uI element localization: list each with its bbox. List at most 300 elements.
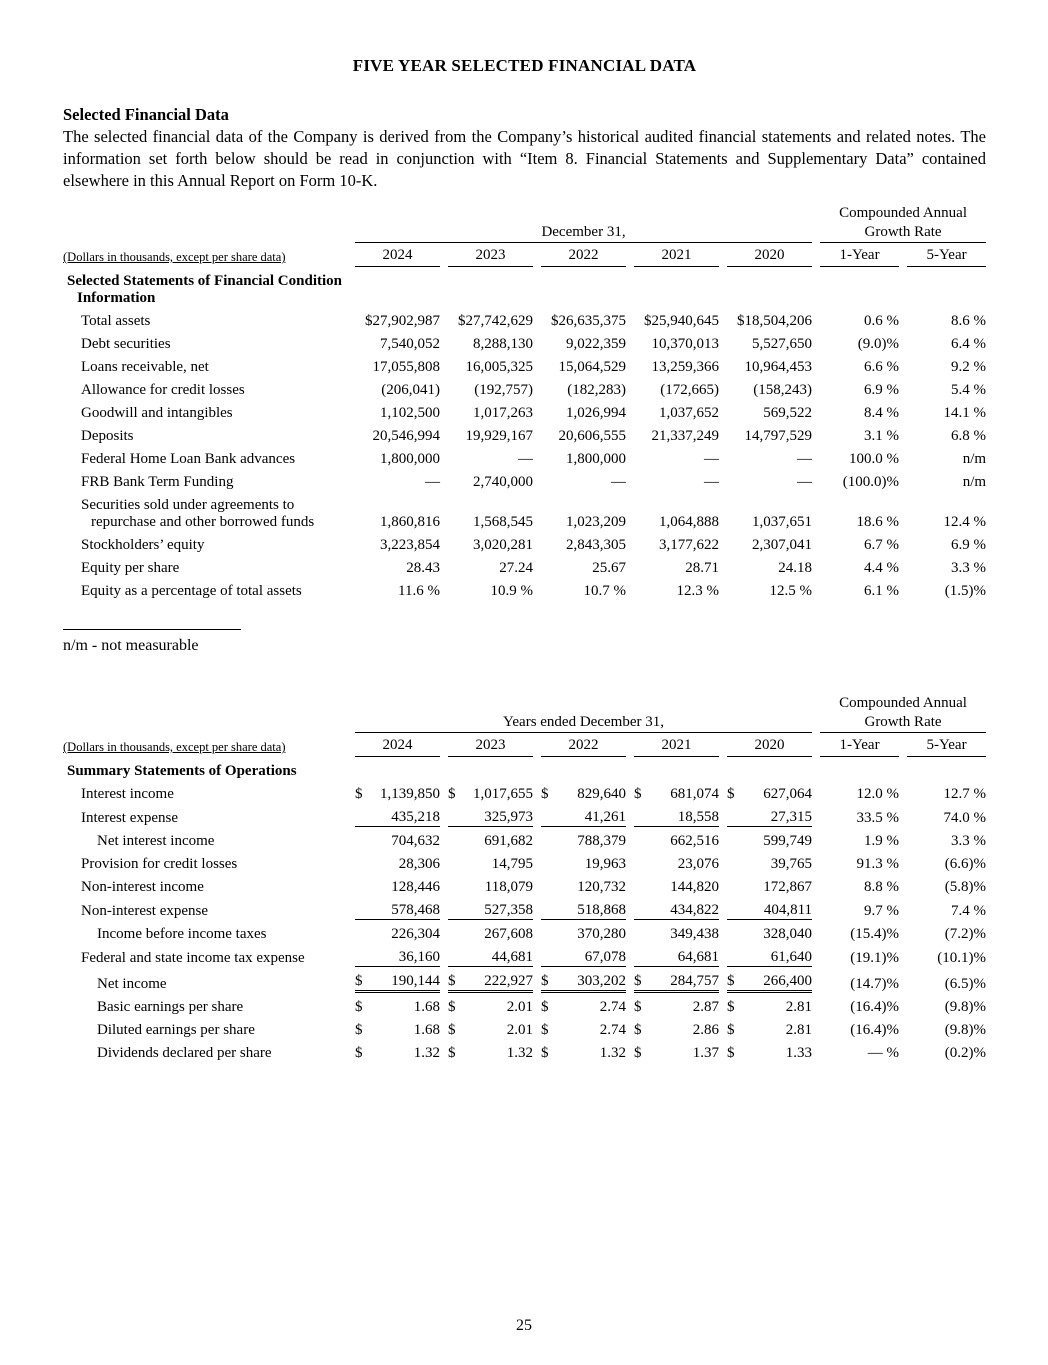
- growth-column-header-cell: [812, 733, 899, 757]
- amount: 1.32: [506, 1045, 533, 1061]
- value-cell: [347, 970, 440, 996]
- value-cell: [533, 996, 626, 1019]
- value-cell: [626, 1019, 719, 1042]
- row-label: Interest expense: [81, 810, 179, 826]
- dollar-sign: $: [634, 973, 642, 989]
- value-cell: 17,055,808: [372, 359, 440, 375]
- growth-cell: 9.7 %: [864, 903, 900, 919]
- row-label: Diluted earnings per share: [97, 1022, 255, 1038]
- row-label: Securities sold under agreements to repurchase and other borrowed funds: [81, 497, 315, 530]
- value-cell: 25.67: [592, 560, 626, 576]
- value-cell: [440, 970, 533, 996]
- cagr-header-line1: Compounded Annual: [839, 205, 967, 221]
- value-cell: 3,223,854: [380, 537, 440, 553]
- year-column-header-cell: [347, 243, 440, 267]
- value-cell: 1,037,651: [752, 514, 813, 530]
- row-label: Debt securities: [81, 336, 171, 352]
- growth-cell: (19.1)%: [850, 950, 900, 966]
- value-cell: 21,337,249: [651, 428, 719, 444]
- row-label: Stockholders’ equity: [81, 537, 205, 553]
- table-row: [63, 471, 986, 494]
- amount: 2.01: [506, 1022, 533, 1038]
- table-row: [63, 448, 986, 471]
- amount: 1.32: [599, 1045, 626, 1061]
- value-cell: [719, 996, 812, 1019]
- table-row: [63, 923, 986, 946]
- section-title: Selected Statements of Financial Condition Information: [67, 273, 342, 306]
- amount: 303,202: [577, 973, 626, 989]
- value-cell: 3,020,281: [473, 537, 533, 553]
- year-column-header-cell: [626, 243, 719, 267]
- amount: 1.32: [413, 1045, 440, 1061]
- cagr-header-cell: [812, 204, 986, 243]
- amount: 2.87: [692, 999, 719, 1015]
- row-label: Non-interest expense: [81, 903, 209, 919]
- growth-cell: 12.4 %: [943, 514, 987, 530]
- dollar-sign: $: [355, 973, 363, 989]
- table-row: [63, 534, 986, 557]
- growth-cell: 6.4 %: [951, 336, 987, 352]
- section-heading: Selected Financial Data: [63, 105, 229, 124]
- value-cell: —: [704, 474, 719, 490]
- value-cell: 23,076: [677, 856, 719, 872]
- value-cell: 128,446: [391, 879, 440, 895]
- table-row: [63, 783, 986, 806]
- row-label: Goodwill and intangibles: [81, 405, 233, 421]
- value-cell: 1,023,209: [566, 514, 626, 530]
- value-cell: 67,078: [533, 946, 626, 970]
- value-cell: 19,963: [584, 856, 626, 872]
- year-column-header: 2021: [634, 246, 719, 267]
- dollar-sign: $: [727, 786, 735, 802]
- dollar-sign: $: [355, 1022, 363, 1038]
- growth-column-header: 1-Year: [820, 736, 899, 757]
- value-cell: —: [425, 474, 440, 490]
- growth-cell: 6.9 %: [864, 382, 900, 398]
- value-cell: $27,742,629: [458, 313, 533, 329]
- value-cell: [533, 783, 626, 806]
- value-cell: 370,280: [577, 926, 626, 942]
- row-label: Dividends declared per share: [97, 1045, 272, 1061]
- dollar-sign: $: [355, 999, 363, 1015]
- value-cell: [719, 970, 812, 996]
- year-column-header: 2023: [448, 736, 533, 757]
- table-row: [63, 899, 986, 923]
- value-cell: 435,218: [347, 806, 440, 830]
- amount: 2.86: [692, 1022, 719, 1038]
- growth-cell: 4.4 %: [864, 560, 900, 576]
- value-cell: 2,307,041: [752, 537, 813, 553]
- year-column-header: 2021: [634, 736, 719, 757]
- value-cell: 328,040: [763, 926, 813, 942]
- value-cell: 1,064,888: [659, 514, 719, 530]
- growth-column-header: 1-Year: [820, 246, 899, 267]
- value-cell: 1,037,652: [659, 405, 719, 421]
- value-cell: 2,843,305: [566, 537, 626, 553]
- growth-column-header-cell: [899, 243, 986, 267]
- table-row: [63, 580, 986, 603]
- year-column-header-cell: [719, 243, 812, 267]
- table-body: [63, 757, 986, 1065]
- value-cell: 41,261: [533, 806, 626, 830]
- amount: 1.68: [413, 1022, 440, 1038]
- period-header-cell: [347, 204, 812, 243]
- value-cell: 599,749: [763, 833, 813, 849]
- value-cell: $26,635,375: [551, 313, 626, 329]
- value-cell: 569,522: [763, 405, 813, 421]
- amount: 190,144: [391, 973, 440, 989]
- growth-cell: 1.9 %: [864, 833, 900, 849]
- table-header-columns-row: [63, 733, 986, 757]
- amount: 1.37: [692, 1045, 719, 1061]
- growth-cell: 100.0 %: [849, 451, 900, 467]
- dollar-sign: $: [727, 999, 735, 1015]
- dollar-sign: $: [355, 1045, 363, 1061]
- value-cell: 788,379: [577, 833, 626, 849]
- growth-cell: 3.1 %: [864, 428, 900, 444]
- row-label: Federal Home Loan Bank advances: [81, 451, 296, 467]
- amount: 627,064: [763, 786, 813, 802]
- growth-cell: 6.8 %: [951, 428, 987, 444]
- row-label: Loans receivable, net: [81, 359, 209, 375]
- value-cell: 172,867: [763, 879, 813, 895]
- dollar-sign: $: [448, 973, 456, 989]
- dollar-sign: $: [727, 1022, 735, 1038]
- table-row: [63, 830, 986, 853]
- dollar-sign: $: [541, 1022, 549, 1038]
- table-row: [63, 310, 986, 333]
- year-column-header-cell: [347, 733, 440, 757]
- growth-cell: (14.7)%: [850, 976, 900, 992]
- value-cell: (192,757): [474, 382, 533, 398]
- value-cell: 61,640: [719, 946, 812, 970]
- amount: 1.68: [413, 999, 440, 1015]
- amount: 2.81: [785, 999, 813, 1015]
- value-cell: 11.6 %: [398, 583, 440, 599]
- value-cell: 20,606,555: [558, 428, 626, 444]
- row-label: Deposits: [81, 428, 134, 444]
- value-cell: —: [611, 474, 626, 490]
- value-cell: 1,102,500: [380, 405, 440, 421]
- value-cell: [626, 996, 719, 1019]
- row-label: Provision for credit losses: [81, 856, 238, 872]
- value-cell: [533, 970, 626, 996]
- growth-cell: (1.5)%: [944, 583, 987, 599]
- page-title: FIVE YEAR SELECTED FINANCIAL DATA: [352, 56, 697, 75]
- value-cell: 226,304: [391, 926, 440, 942]
- year-column-header-cell: [626, 733, 719, 757]
- row-label: Non-interest income: [81, 879, 204, 895]
- value-cell: 28,306: [398, 856, 440, 872]
- growth-cell: 91.3 %: [856, 856, 900, 872]
- amount: 681,074: [670, 786, 719, 802]
- growth-cell: 3.3 %: [951, 560, 987, 576]
- growth-cell: 12.0 %: [856, 786, 900, 802]
- amount: 2.74: [599, 999, 626, 1015]
- growth-column-header-cell: [899, 733, 986, 757]
- financial-condition-table: [63, 204, 986, 603]
- value-cell: 18,558: [626, 806, 719, 830]
- value-cell: [626, 1042, 719, 1065]
- value-cell: 19,929,167: [465, 428, 533, 444]
- value-cell: 527,358: [440, 899, 533, 923]
- table-row: [63, 970, 986, 996]
- value-cell: 10.9 %: [490, 583, 533, 599]
- value-cell: $27,902,987: [365, 313, 440, 329]
- year-column-header: 2020: [727, 246, 812, 267]
- value-cell: 28.43: [406, 560, 440, 576]
- growth-cell: (9.0)%: [857, 336, 900, 352]
- growth-cell: 14.1 %: [943, 405, 987, 421]
- row-label: Equity per share: [81, 560, 180, 576]
- dollar-sign: $: [634, 999, 642, 1015]
- period-header: Years ended December 31,: [355, 713, 812, 733]
- row-label: Basic earnings per share: [97, 999, 244, 1015]
- value-cell: 44,681: [440, 946, 533, 970]
- value-cell: 1,800,000: [380, 451, 440, 467]
- amount: 2.01: [506, 999, 533, 1015]
- growth-cell: 8.8 %: [864, 879, 900, 895]
- value-cell: 1,017,263: [473, 405, 533, 421]
- value-cell: 349,438: [670, 926, 719, 942]
- growth-cell: (100.0)%: [842, 474, 900, 490]
- growth-cell: (0.2)%: [944, 1045, 987, 1061]
- value-cell: 3,177,622: [659, 537, 719, 553]
- value-cell: [347, 996, 440, 1019]
- year-column-header-cell: [440, 243, 533, 267]
- value-cell: (182,283): [567, 382, 626, 398]
- value-cell: (158,243): [753, 382, 813, 398]
- value-cell: 36,160: [347, 946, 440, 970]
- growth-cell: 12.7 %: [943, 786, 987, 802]
- row-label: Federal and state income tax expense: [81, 950, 305, 966]
- growth-cell: 8.4 %: [864, 405, 900, 421]
- dollars-note-cell: [63, 243, 347, 267]
- table-header-period-row: [63, 694, 986, 733]
- value-cell: 16,005,325: [465, 359, 533, 375]
- table-row: [63, 356, 986, 379]
- table-row: [63, 996, 986, 1019]
- value-cell: 10,964,453: [744, 359, 813, 375]
- growth-cell: (9.8)%: [944, 1022, 987, 1038]
- row-label: Net income: [97, 976, 167, 992]
- value-cell: 14,797,529: [744, 428, 813, 444]
- growth-cell: (10.1)%: [937, 950, 987, 966]
- value-cell: 15,064,529: [558, 359, 626, 375]
- amount: 2.74: [599, 1022, 626, 1038]
- value-cell: 64,681: [626, 946, 719, 970]
- value-cell: —: [704, 451, 719, 467]
- page-number: 25: [516, 1317, 532, 1334]
- cagr-header-cell: [812, 694, 986, 733]
- value-cell: 144,820: [670, 879, 719, 895]
- value-cell: [440, 1042, 533, 1065]
- value-cell: 10.7 %: [583, 583, 626, 599]
- table-row: [63, 946, 986, 970]
- table-row: [63, 1019, 986, 1042]
- dollar-sign: $: [634, 786, 642, 802]
- cagr-header-line1: Compounded Annual: [839, 695, 967, 711]
- growth-cell: (6.6)%: [944, 856, 987, 872]
- year-column-header-cell: [533, 243, 626, 267]
- value-cell: 27,315: [719, 806, 812, 830]
- growth-cell: 7.4 %: [951, 903, 987, 919]
- year-column-header-cell: [533, 733, 626, 757]
- cagr-header-line2: Growth Rate: [864, 224, 942, 240]
- growth-cell: (6.5)%: [944, 976, 987, 992]
- dollars-note-cell: [63, 733, 347, 757]
- dollar-sign: $: [448, 1022, 456, 1038]
- year-column-header: 2022: [541, 736, 626, 757]
- table-body: [63, 267, 986, 603]
- growth-cell: 6.7 %: [864, 537, 900, 553]
- value-cell: 1,800,000: [566, 451, 626, 467]
- year-column-header-cell: [719, 733, 812, 757]
- cagr-header: [820, 204, 986, 243]
- dollar-sign: $: [727, 1045, 735, 1061]
- amount: 1,139,850: [380, 786, 440, 802]
- value-cell: 13,259,366: [651, 359, 719, 375]
- year-column-header: 2023: [448, 246, 533, 267]
- table-header-period-row: [63, 204, 986, 243]
- value-cell: (206,041): [381, 382, 440, 398]
- year-column-header: 2024: [355, 736, 440, 757]
- value-cell: 578,468: [347, 899, 440, 923]
- footnote: n/m - not measurable: [63, 637, 199, 654]
- value-cell: 7,540,052: [380, 336, 440, 352]
- value-cell: 1,568,545: [473, 514, 533, 530]
- growth-cell: (15.4)%: [850, 926, 900, 942]
- value-cell: 704,632: [391, 833, 440, 849]
- table-row: [63, 425, 986, 448]
- row-label: Income before income taxes: [97, 926, 267, 942]
- value-cell: [440, 1019, 533, 1042]
- section-title: Summary Statements of Operations: [67, 763, 297, 779]
- growth-column-header: 5-Year: [907, 736, 986, 757]
- value-cell: 434,822: [626, 899, 719, 923]
- growth-cell: (5.8)%: [944, 879, 987, 895]
- value-cell: 120,732: [577, 879, 626, 895]
- value-cell: 1,860,816: [380, 514, 440, 530]
- growth-cell: 6.1 %: [864, 583, 900, 599]
- growth-cell: 3.3 %: [951, 833, 987, 849]
- value-cell: —: [518, 451, 533, 467]
- value-cell: 518,868: [533, 899, 626, 923]
- value-cell: [533, 1019, 626, 1042]
- header-spacer: [63, 694, 347, 733]
- amount: 1.33: [785, 1045, 813, 1061]
- table-row: [63, 1042, 986, 1065]
- value-cell: 39,765: [770, 856, 813, 872]
- value-cell: 8,288,130: [473, 336, 533, 352]
- value-cell: [719, 783, 812, 806]
- value-cell: [347, 783, 440, 806]
- section-title-row: [63, 757, 986, 783]
- growth-column-header: 5-Year: [907, 246, 986, 267]
- amount: 2.81: [785, 1022, 813, 1038]
- value-cell: 10,370,013: [651, 336, 719, 352]
- dollar-sign: $: [448, 786, 456, 802]
- value-cell: $18,504,206: [737, 313, 813, 329]
- value-cell: 20,546,994: [372, 428, 440, 444]
- amount: 829,640: [577, 786, 626, 802]
- dollar-sign: $: [634, 1022, 642, 1038]
- value-cell: 9,022,359: [566, 336, 626, 352]
- growth-cell: 74.0 %: [943, 810, 987, 826]
- value-cell: 27.24: [499, 560, 533, 576]
- table-header-columns-row: [63, 243, 986, 267]
- growth-cell: 33.5 %: [856, 810, 900, 826]
- value-cell: 5,527,650: [752, 336, 813, 352]
- period-header: December 31,: [355, 223, 812, 243]
- row-label: Interest income: [81, 786, 174, 802]
- dollars-note: (Dollars in thousands, except per share data): [63, 740, 286, 754]
- growth-cell: (16.4)%: [850, 999, 900, 1015]
- dollar-sign: $: [541, 1045, 549, 1061]
- growth-cell: 5.4 %: [951, 382, 987, 398]
- dollar-sign: $: [541, 999, 549, 1015]
- year-column-header: 2022: [541, 246, 626, 267]
- dollar-sign: $: [541, 973, 549, 989]
- amount: 222,927: [484, 973, 533, 989]
- dollar-sign: $: [541, 786, 549, 802]
- value-cell: 118,079: [484, 879, 533, 895]
- value-cell: [347, 1019, 440, 1042]
- value-cell: [440, 783, 533, 806]
- value-cell: $25,940,645: [644, 313, 719, 329]
- value-cell: 325,973: [440, 806, 533, 830]
- value-cell: —: [797, 474, 813, 490]
- value-cell: 14,795: [491, 856, 533, 872]
- value-cell: [719, 1019, 812, 1042]
- value-cell: [347, 1042, 440, 1065]
- value-cell: [626, 970, 719, 996]
- amount: 284,757: [670, 973, 719, 989]
- year-column-header: 2024: [355, 246, 440, 267]
- value-cell: (172,665): [660, 382, 719, 398]
- table-row: [63, 379, 986, 402]
- amount: 266,400: [763, 973, 813, 989]
- value-cell: 24.18: [778, 560, 813, 576]
- value-cell: [440, 996, 533, 1019]
- table-row: [63, 806, 986, 830]
- growth-column-header-cell: [812, 243, 899, 267]
- intro-paragraph: The selected financial data of the Company is derived from the Company’s historical audited financial statements and related notes. The information set forth below should be read in conjunction with “Item 8. Financial Statements and Supplementary Data” contained elsewhere in this Annual Report on Form 10-K.: [63, 127, 986, 190]
- row-label: Equity as a percentage of total assets: [81, 583, 302, 599]
- value-cell: [719, 1042, 812, 1065]
- growth-cell: 18.6 %: [856, 514, 900, 530]
- table-row: [63, 333, 986, 356]
- growth-cell: 6.6 %: [864, 359, 900, 375]
- dollar-sign: $: [634, 1045, 642, 1061]
- value-cell: 12.3 %: [676, 583, 719, 599]
- value-cell: 12.5 %: [769, 583, 813, 599]
- growth-cell: — %: [867, 1045, 900, 1061]
- cagr-header: [820, 694, 986, 733]
- value-cell: 404,811: [719, 899, 812, 923]
- growth-cell: (7.2)%: [944, 926, 987, 942]
- operations-summary-table: [63, 694, 986, 1065]
- value-cell: 28.71: [685, 560, 719, 576]
- table-row: [63, 402, 986, 425]
- value-cell: 662,516: [670, 833, 719, 849]
- table-row: [63, 853, 986, 876]
- growth-cell: 6.9 %: [951, 537, 987, 553]
- dollars-note: (Dollars in thousands, except per share data): [63, 250, 286, 264]
- growth-cell: 9.2 %: [951, 359, 987, 375]
- dollar-sign: $: [355, 786, 363, 802]
- table-row: [63, 876, 986, 899]
